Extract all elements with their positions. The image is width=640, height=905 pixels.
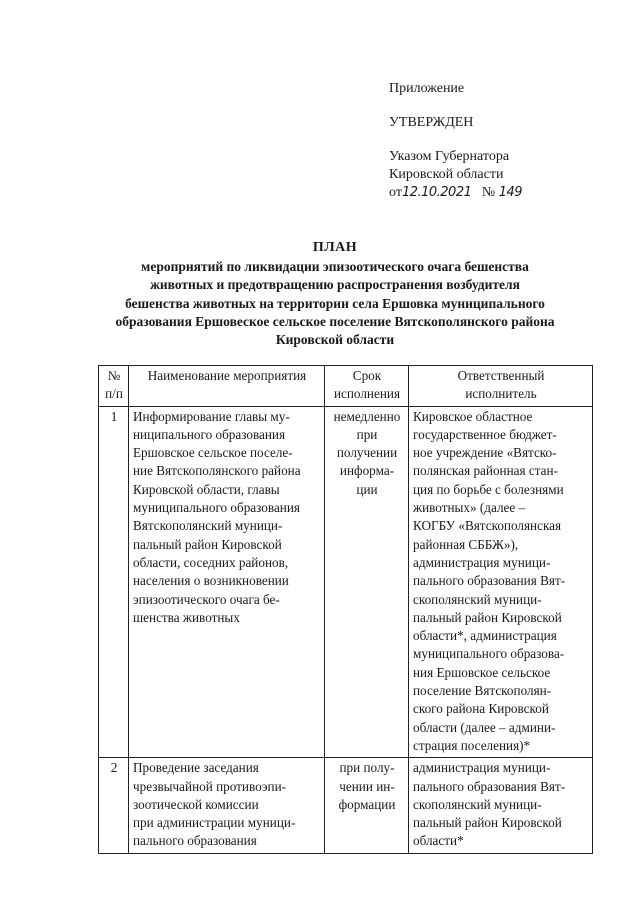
cell-text-line: населения о возникновении <box>133 573 289 589</box>
cell-text-line: Кировской области, главы <box>133 481 280 497</box>
approval-block <box>389 80 629 202</box>
approved-label: УТВЕРЖДЕН <box>389 115 474 130</box>
cell-text-line: ции <box>356 481 378 497</box>
cell-text-line: КОГБУ «Вятскополянская <box>413 518 562 534</box>
cell-text-line: государственное бюджет- <box>413 426 557 442</box>
row-number: 1 <box>99 406 129 758</box>
title-line: мероприятий по ликвидации эпизоотического очага бешенства <box>141 259 529 275</box>
number-prefix: № <box>481 185 496 200</box>
appendix-label: Приложение <box>389 81 465 96</box>
cell-text-line: получении <box>336 445 398 461</box>
cell-text-line: эпизоотического очага бе- <box>133 591 280 607</box>
cell-text-line: поселение Вятскополян- <box>413 683 552 699</box>
title-line: животных и предотвращению распространения возбудителя <box>150 277 520 293</box>
cell-text-line: полянская районная стан- <box>413 463 558 479</box>
cell-text-line: формации <box>338 796 396 812</box>
cell-text-line: администрация муници- <box>413 760 551 776</box>
cell-text-line: ние Вятскополянского района <box>133 463 301 479</box>
cell-text-line: чении ин- <box>339 778 395 794</box>
cell-text-line: Ершовское сельское поселе- <box>133 445 293 461</box>
cell-text-line: информа- <box>339 463 395 479</box>
cell-text-line: муниципального образования <box>133 500 300 516</box>
cell-text-line: пальный район Кировской <box>413 815 562 831</box>
row-measure-name <box>129 758 325 853</box>
row-measure-name <box>129 406 325 758</box>
row-executor <box>409 758 593 853</box>
decree-line-1: Указом Губернатора <box>389 149 510 164</box>
cell-text-line: пальный район Кировской <box>413 609 562 625</box>
header-num: № п/п <box>99 366 129 407</box>
title-line: образования Ершовеское сельское поселение Вятскополянского района <box>115 313 555 329</box>
cell-text-line: ниципального образования <box>133 426 286 442</box>
cell-text-line: чрезвычайной противоэпи- <box>133 778 287 794</box>
plan-heading: ПЛАН <box>312 240 358 255</box>
cell-text-line: страция поселения)* <box>413 737 531 753</box>
cell-text-line: муниципального образова- <box>413 646 565 662</box>
cell-text-line: Вятскополянский муници- <box>133 518 283 534</box>
row-executor <box>409 406 593 758</box>
cell-text-line: пального образования <box>133 833 257 849</box>
cell-text-line: зоотической комиссии <box>133 796 259 812</box>
cell-text-line: пальный район Кировской <box>133 536 282 552</box>
decree-date-line <box>389 184 629 202</box>
cell-text-line: Кировское областное <box>413 408 533 424</box>
cell-text-line: области, соседних районов, <box>133 554 289 570</box>
cell-text-line: пального образования Вят- <box>413 778 566 794</box>
cell-text-line: шенства животных <box>133 609 240 625</box>
decree-line-2: Кировской области <box>389 167 504 182</box>
cell-text-line: ция по борьбе с болезнями <box>413 481 564 497</box>
cell-text-line: области* <box>413 833 464 849</box>
date-value: 12.10.2021 <box>401 185 472 200</box>
cell-text-line: области*, администрация <box>413 628 557 644</box>
header-term: Срок исполнения <box>325 366 409 407</box>
table-header-row <box>99 366 593 407</box>
cell-text-line: при администрации муници- <box>133 815 296 831</box>
plan-table <box>98 365 593 854</box>
document-title <box>100 239 570 349</box>
cell-text-line: ное учреждение «Вятско- <box>413 445 557 461</box>
date-prefix: от <box>389 185 402 200</box>
table-row <box>99 758 593 853</box>
cell-text-line: пального образования Вят- <box>413 573 566 589</box>
cell-text-line: области (далее – админи- <box>413 719 556 735</box>
row-term <box>325 406 409 758</box>
cell-text-line: ского района Кировской <box>413 701 549 717</box>
title-line: Кировской области <box>275 332 395 348</box>
cell-text-line: скополянский муници- <box>413 796 542 812</box>
header-name: Наименование мероприятия <box>129 366 325 407</box>
cell-text-line: при полу- <box>339 760 395 776</box>
cell-text-line: Информирование главы му- <box>133 408 290 424</box>
cell-text-line: районная СББЖ»), <box>413 536 519 552</box>
cell-text-line: при <box>356 426 378 442</box>
cell-text-line: скополянский муници- <box>413 591 542 607</box>
row-term <box>325 758 409 853</box>
cell-text-line: животных» (далее – <box>413 500 526 516</box>
title-line: бешенства животных на территории села Ершовка муниципального <box>125 295 545 311</box>
row-number: 2 <box>99 758 129 853</box>
number-value: 149 <box>498 185 523 200</box>
cell-text-line: Проведение заседания <box>133 760 259 776</box>
table-row <box>99 406 593 758</box>
cell-text-line: администрация муници- <box>413 554 551 570</box>
header-executor: Ответственный исполнитель <box>409 366 593 407</box>
cell-text-line: немедленно <box>333 408 401 424</box>
cell-text-line: ния Ершовское сельское <box>413 664 551 680</box>
